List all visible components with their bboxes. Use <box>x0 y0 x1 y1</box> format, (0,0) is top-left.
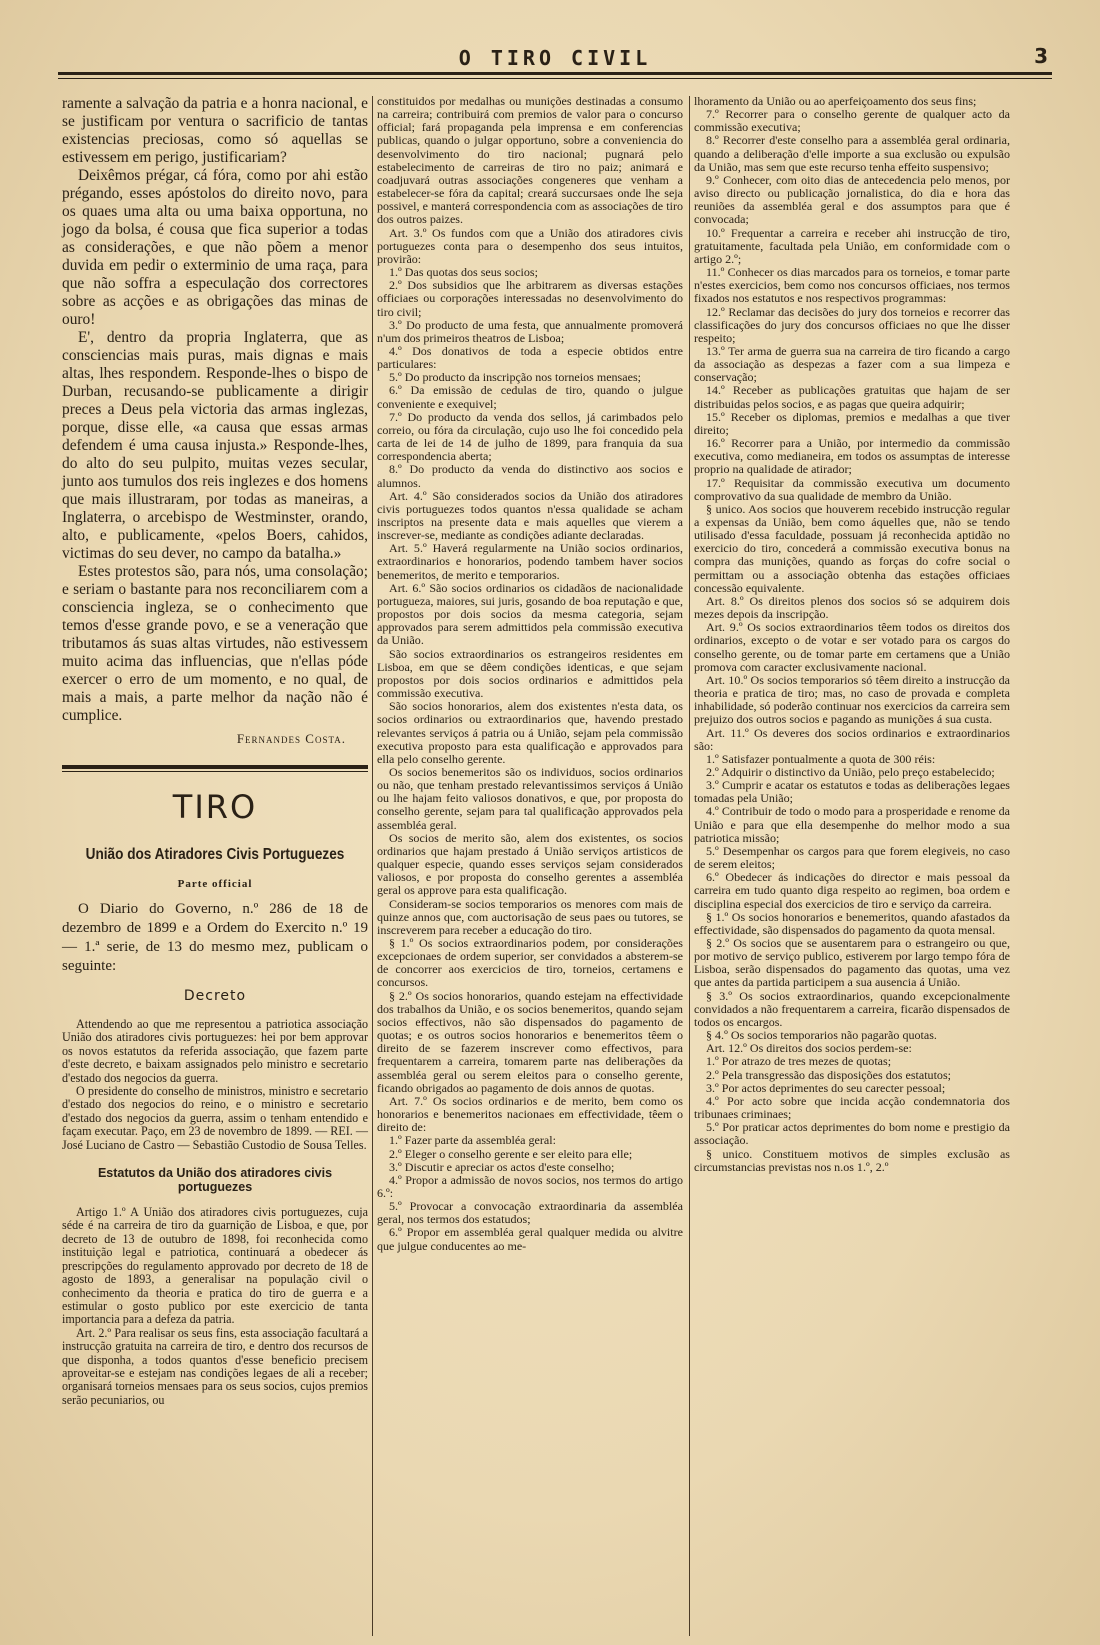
text-paragraph: constituidos por medalhas ou munições destinadas a consumo na carreira; contribuirá com premios de valor para o concurso official; fará propaganda pela imprensa e em conferencias publicas, quando o julgar opportuno, sobre a conveniencia do desenvolvimento do tiro nacional; pugnará pelo estabelecimento de carreiras de tiro no paiz; animará e coadjuvará outras associações congeneres que venham a estabelecer-se fóra da capital; creará succursaes onde lhe seja possivel, e manterá correspondencia com as associações de tiro dos outros paizes. <box>377 94 683 227</box>
text-paragraph: 5.º Desempenhar os cargos para que forem elegiveis, no caso de serem eleitos; <box>694 843 1010 872</box>
section-rule-thin <box>62 771 368 772</box>
text-paragraph: 3.º Cumprir e acatar os estatutos e todas as deliberações legaes tomadas pela União; <box>694 778 1010 806</box>
text-paragraph: 15.º Receber os diplomas, premios e medalhas a que tiver direito; <box>694 409 1010 437</box>
text-paragraph: § 1.º Os socios honorarios e benemeritos, quando afastados da effectividade, são dispensados do pagamento da quota mensal. <box>694 909 1010 937</box>
text-paragraph: 7.º Recorrer para o conselho gerente de qualquer acto da commissão executiva; <box>694 107 1010 135</box>
text-paragraph: 14.º Receber as publicações gratuitas que hajam de ser distribuidas pelos socios, e as pagas que queira adquirir; <box>694 383 1010 411</box>
text-paragraph: 11.º Conhecer os dias marcados para os torneios, e tomar parte n'estes exercicios, bem como nos concursos officiaes, nos termos fixados nos estatutos e nos respectivos programmas: <box>694 265 1010 306</box>
newspaper-title: O TIRO CIVIL <box>458 46 652 70</box>
text-paragraph: São socios extraordinarios os estrangeiros residentes em Lisboa, em que se dêem condições identicas, e que sejam propostos por dois socios ordinarios e admittidos pela commissão executiva. <box>377 646 683 701</box>
text-paragraph: 10.º Frequentar a carreira e receber ahi instrucção de tiro, gratuitamente, facultada pela União, em conformidade com o artigo 2.º; <box>694 225 1010 266</box>
text-paragraph: 9.º Conhecer, com oito dias de antecedencia pelo menos, por aviso directo ou publicação jornalistica, do dia e hora das reuniões da assembléa geral e dos assumptos para que é convocada; <box>694 172 1010 227</box>
text-paragraph: Os socios de merito são, alem dos existentes, os socios ordinarios que hajam prestado á União serviços artisticos de qualquer especie, quando esses serviços sejam considerados valiosos, e por proposta do conselho gerentes a assembléa geral os approve para esta qualificação. <box>377 830 683 898</box>
text-paragraph: 16.º Recorrer para a União, por intermedio da commissão executiva, como medianeira, em todos os assumptas de interesse proprio na qualidade de atirador; <box>694 436 1010 477</box>
text-paragraph: 6.º Obedecer ás indicações do director e mais pessoal da carreira em tudo quanto diga respeito ao regimen, boa ordem e disciplina especial dos exercicios de tiro e serviço da carreira. <box>694 870 1010 911</box>
masthead <box>58 40 1052 70</box>
text-paragraph: 7.º Do producto da venda dos sellos, já carimbados pelo correio, ou fóra da circulação, cujo uso lhe foi concedido pela carta de lei de 14 de julho de 1899, para franquia da sua correspondencia aberta; <box>377 409 683 464</box>
text-paragraph: 4.º Dos donativos de toda a especie obtidos entre particulares: <box>377 343 683 372</box>
text-paragraph: 4.º Contribuir de todo o modo para a prosperidade e renome da União e para que ella desempenhe do melhor modo a sua patriotica missão; <box>694 804 1010 845</box>
text-paragraph: Art. 8.º Os direitos plenos dos socios só se adquirem dois mezes depois da inscripção. <box>694 593 1010 622</box>
column-divider <box>689 96 690 1636</box>
estatutos-heading: Estatutos da União dos atiradores civis portuguezes <box>97 1166 333 1195</box>
intro-paragraph: O Diario do Governo, n.º 286 de 18 de dezembro de 1899 e a Ordem do Exercito n.º 19 — 1.ª serie, de 13 do mesmo mez, publicam o seguinte: <box>62 901 368 974</box>
text-paragraph: 1.º Satisfazer pontualmente a quota de 300 réis: <box>706 751 936 766</box>
text-paragraph: 1.º Das quotas dos seus socios; <box>389 265 538 280</box>
text-paragraph: Art. 11.º Os deveres dos socios ordinarios e extraordinarios são: <box>694 725 1010 753</box>
section-rule-thick <box>62 765 368 769</box>
author-signature: Fernandes Costa. <box>236 731 346 746</box>
text-paragraph: 1.º Fazer parte da assembléa geral: <box>389 1133 556 1148</box>
article-paragraph: ramente a salvação da patria e a honra nacional, e se justificam por ventura o sacrificio de tantas existencias preciosas, como só aquellas se estivessem em perigo, justificariam? <box>62 95 368 166</box>
article-paragraph: Estes protestos são, para nós, uma consolação; e seriam o bastante para nos reconciliarem com a consciencia ingleza, se o conhecimento que temos d'esse grande povo, e se a veneração que tributamos ás suas altas virtudes, não estivessem muito acima das influencias, que n'ellas póde exercer o erro de um momento, e no qual, de mais a mais, a parte melhor da nação não é cumplice. <box>62 563 368 724</box>
text-paragraph: 6.º Da emissão de cedulas de tiro, quando o julgue conveniente e exequivel; <box>377 383 683 411</box>
text-paragraph: 6.º Propor em assembléa geral qualquer medida ou alvitre que julgue conducentes ao me- <box>377 1225 683 1253</box>
text-paragraph: 5.º Provocar a convocação extraordinaria da assembléa geral, nos termos dos estatudos; <box>377 1199 683 1227</box>
text-paragraph: 12.º Reclamar das decisões do jury dos torneios e recorrer das classificações do jury dos concursos officiaes no que lhe disser respeito; <box>694 304 1010 345</box>
text-paragraph: 3.º Por actos deprimentes do seu carecter pessoal; <box>706 1080 946 1095</box>
text-paragraph: § 2.º Os socios honorarios, quando estejam na effectividade dos trabalhos da União, e os socios benemeritos, quando sejam socios effectivos, não são dispensados do pagamento de quotas; e os outros socios honorarios e benemeritos têem o direito de se fazerem inscrever como effectivos, para frequentarem a carreira, tomarem parte nas deliberações da assembléa geral ou serem eleitos para o conselho gerente, ficando obrigados ao pagamento de dois annos de quotas. <box>377 988 683 1095</box>
text-paragraph: § unico. Aos socios que houverem recebido instrucção regular a expensas da União, bem como áquelles que, não se tendo utilisado d'essa faculdade, possuam já reconhecida aptidão no exercicio do tiro, concederá a commissão executiva bonus na compra das munições, quando as forças do cofre social o permittam ou a associação obtenha das estações officiaes concessão equivalente. <box>694 501 1010 595</box>
section-title: TIRO <box>172 788 258 826</box>
text-paragraph: 8.º Do producto da venda do distinctivo aos socios e alumnos. <box>377 462 683 490</box>
text-paragraph: § unico. Constituem motivos de simples exclusão as circumstancias previstas nos n.os 1.º, 2.º <box>694 1146 1010 1174</box>
estatutos-paragraph: Art. 2.º Para realisar os seus fins, esta associação facultará a instrucção gratuita na carreira de tiro, e dentro dos recursos de que disponha, a todos quantos d'esse beneficio precisem aproveitar-se e estejam nas condições legaes de ali a receber; organisará torneios mensaes para os seus socios, cujos premios serão pecuniarios, ou <box>62 1325 368 1407</box>
decreto-paragraph: O presidente do conselho de ministros, ministro e secretario d'estado dos negocios do reino, e o ministro e secretario d'estado dos negocios da guerra, assim o tenham entendido e façam executar. Paço, em 23 de novembro de 1899. — REI. — José Luciano de Castro — Sebastião Custodio de Sousa Telles. <box>62 1084 368 1152</box>
text-paragraph: Art. 12.º Os direitos dos socios perdem-se: <box>706 1041 912 1056</box>
text-paragraph: 3.º Do producto de uma festa, que annualmente promoverá n'um dos primeiros theatros de Lisboa; <box>377 317 683 345</box>
text-paragraph: 4.º Propor a admissão de novos socios, nos termos do artigo 6.º: <box>377 1172 683 1200</box>
header-rule-thin <box>58 78 1052 79</box>
text-paragraph: 2.º Dos subsidios que lhe arbitrarem as diversas estações officiaes ou corporações interessadas no desenvolvimento do tiro civil; <box>377 278 683 319</box>
article-paragraph: E', dentro da propria Inglaterra, que as consciencias mais puras, mais dignas e mais altas, lhes respondem. Responde-lhes o bispo de Durban, recusando-se publicamente a dirigir preces a Deus pela victoria das armas inglezas, porque, disse elle, «a causa que essas armas defendem é uma causa injusta.» Responde-lhes, do alto do seu pulpito, muitas vezes secular, junto aos tumulos dos reis inglezes e dos homens que mais illustraram, por todas as maneiras, a Inglaterra, o arcebispo de Westminster, orando, alto, e publicamente, «pelos Boers, cahidos, victimas do seu dever, no campo da batalha.» <box>62 329 368 562</box>
column-3 <box>694 95 1010 1174</box>
text-paragraph: § 2.º Os socios que se ausentarem para o estrangeiro ou que, por motivo de serviço publico, estiverem por largo tempo fóra de Lisboa, serão dispensados do pagamento das quotas, uma vez que antes da partida participem a sua ausencia á União. <box>694 936 1010 990</box>
text-paragraph: Consideram-se socios temporarios os menores com mais de quinze annos que, com auctorisação de seus paes ou tutores, se inscreverem para receber a educação do tiro. <box>377 896 683 937</box>
text-paragraph: Art. 3.º Os fundos com que a União dos atiradores civis portuguezes conta para o desempenho dos seus intuitos, provirão: <box>377 225 683 266</box>
text-paragraph: Art. 10.º Os socios temporarios só têem direito a instrucção da theoria e pratica de tiro; mas, no caso de provada e completa inhabilidade, só poderão continuar nos exercicios da carreira sem prejuizo dos outros socios e pagando as munições á sua custa. <box>694 672 1010 727</box>
column-divider <box>372 96 373 1636</box>
decreto-paragraph: Attendendo ao que me representou a patriotica associação União dos atiradores civis portuguezes: hei por bem approvar os novos estatutos da referida associação, que fazem parte d'este decreto, e baixam assignados pelo ministro e secretario d'estado dos negocios da guerra. <box>62 1017 368 1085</box>
text-paragraph: Art. 5.º Haverá regularmente na União socios ordinarios, extraordinarios e honorarios, podendo tambem haver socios benemeritos, de merito e temporarios. <box>377 541 683 582</box>
estatutos-paragraph: Artigo 1.º A União dos atiradores civis portuguezes, cuja séde é na carreira de tiro da guarnição de Lisboa, e que, por decreto de 13 de outubro de 1898, foi reconhecida como instituição legal e patriotica, continuará a obedecer ás prescripções do regulamento approvado por decreto de 18 de agosto de 1893, a generalisar na população civil o conhecimento da theoria e pratica do tiro de guerra e a estimular o gosto publico por este exercicio de tanta importancia para a defeza da patria. <box>62 1205 368 1327</box>
text-paragraph: São socios honorarios, alem dos existentes n'esta data, os socios ordinarios ou extraordinarios que, havendo prestado relevantes serviços á patria ou á União, sejam pela commissão executiva proposto para esta qualificação e approvados para ella pelo conselho gerente. <box>377 699 683 766</box>
text-paragraph: § 4.º Os socios temporarios não pagarão quotas. <box>706 1028 937 1043</box>
text-paragraph: 5.º Do producto da inscripção nos torneios mensaes; <box>389 370 641 385</box>
text-paragraph: 1.º Por atrazo de tres mezes de quotas; <box>706 1054 892 1069</box>
text-paragraph: Art. 9.º Os socios extraordinarios têem todos os direitos dos ordinarios, excepto o de votar e ser votado para os cargos do conselho gerente, ou de tomar parte em certamens que a União promova com caracter exclusivamente nacional. <box>694 620 1010 674</box>
text-paragraph: § 3.º Os socios extraordinarios, quando excepcionalmente convidados a não frequentarem a carreira, ficarão dispensados de todos os encargos. <box>694 988 1010 1029</box>
text-paragraph: § 1.º Os socios extraordinarios podem, por considerações excepcionaes de ordem superior, ser convidados a absterem-se de concorrer aos exercicios de tiro, torneios, certamens e concursos. <box>377 936 683 990</box>
subsection-title: União dos Atiradores Civis Portuguezes <box>85 846 345 863</box>
text-paragraph: 8.º Recorrer d'este conselho para a assembléa geral ordinaria, quando a deliberação d'elle importe a sua exclusão ou expulsão da União, mas sem que este recurso tenha effeito suspensivo; <box>694 133 1010 174</box>
column-2 <box>377 95 683 1253</box>
page-number: 3 <box>1034 44 1048 68</box>
decreto-heading: Decreto <box>183 988 247 1004</box>
text-paragraph: 17.º Requisitar da commissão executiva um documento comprovativo da sua qualidade de membro da União. <box>694 475 1010 503</box>
text-paragraph: 3.º Discutir e apreciar os actos d'este conselho; <box>389 1159 615 1174</box>
text-paragraph: Art. 6.º São socios ordinarios os cidadãos de nacionalidade portugueza, maiores, sui juris, gosando de boa reputação e que, propostos por dois socios da mesma categoria, sejam approvados para serem admittidos pela commissão executiva da União. <box>377 580 683 648</box>
text-paragraph: 2.º Pela transgressão das disposições dos estatutos; <box>706 1067 951 1082</box>
text-paragraph: 13.º Ter arma de guerra sua na carreira de tiro ficando a cargo da associação as despezas a fazer com a sua limpeza e conservação; <box>694 343 1010 385</box>
text-paragraph: 2.º Eleger o conselho gerente e ser eleito para elle; <box>389 1146 633 1161</box>
text-paragraph: 5.º Por praticar actos deprimentes do bom nome e prestigio da associação. <box>694 1120 1010 1148</box>
text-paragraph: 4.º Por acto sobre que incida acção condemnatoria dos tribunaes criminaes; <box>694 1093 1010 1122</box>
text-paragraph: Art. 7.º Os socios ordinarios e de merito, bem como os honorarios e benemeritos nacionaes em effectividade, têem o direito de: <box>377 1093 683 1135</box>
text-paragraph: Art. 4.º São considerados socios da União dos atiradores civis portuguezes todos quantos n'essa qualidade se acham inscriptos na presente data e mais aquelles que vierem a inscrever-se, mediante as condições adiante declaradas. <box>377 488 683 543</box>
text-paragraph: 2.º Adquirir o distinctivo da União, pelo preço estabelecido; <box>706 764 995 779</box>
text-paragraph: lhoramento da União ou ao aperfeiçoamento dos seus fins; <box>694 94 977 108</box>
header-rule-thick <box>58 72 1052 75</box>
article-paragraph: Deixêmos prégar, cá fóra, como por ahi estão prégando, esses apóstolos do direito novo, para os quaes uma alta ou uma baixa opportuna, no jogo da bolsa, é cousa que fica superior a todas as considerações, e que não põem a menor duvida em pedir o exterminio de uma raça, para que não soffra a especulação dos correctores sobre as acções e as obrigações das minas de ouro! <box>62 167 368 328</box>
text-paragraph: Os socios benemeritos são os individuos, socios ordinarios ou não, que tenham prestado relevantissimos serviços á União ou lhe hajam feito valiosos donativos, e que, por proposta do conselho gerente, sejam para tal qualificação approvados pela assembléa geral. <box>377 764 683 832</box>
column-1 <box>62 95 368 1407</box>
parte-official-label: Parte official <box>177 878 253 890</box>
